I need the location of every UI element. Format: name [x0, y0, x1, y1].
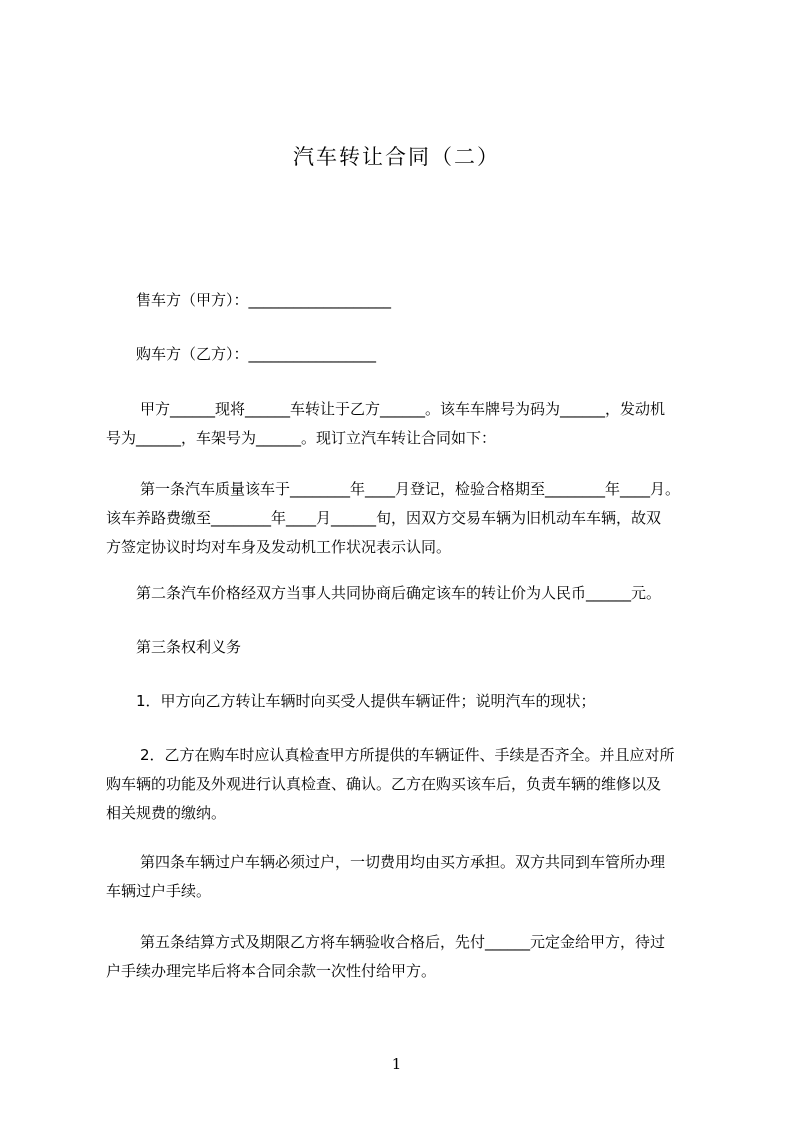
article-1-line-3: 方签定协议时均对车身及发动机工作状况表示认同。 [106, 538, 452, 556]
article-5-line-2: 户手续办理完毕后将本合同余款一次性付给甲方。 [106, 962, 437, 980]
page-number: 1 [391, 1055, 402, 1073]
article-3-item-1: 1．甲方向乙方转让车辆时向买受人提供车辆证件；说明汽车的现状； [136, 692, 596, 710]
seller-line: 售车方（甲方）：___________________ [136, 291, 392, 309]
article-3-item-2-line-1: 2．乙方在购车时应认真检查甲方所提供的车辆证件、手续是否齐全。并且应对所 [140, 746, 675, 764]
article-5 [106, 928, 696, 986]
buyer-line: 购车方（乙方）：_________________ [136, 345, 377, 363]
article-5-line-1: 第五条结算方式及期限乙方将车辆验收合格后，先付______元定金给甲方，待过 [140, 933, 666, 951]
article-1-line-1: 第一条汽车质量该车于________年____月登记，检验合格期至________年____月。 [140, 480, 681, 498]
document-title: 汽车转让合同（二） [293, 145, 500, 169]
intro-line-2: 号为______，车架号为______。现订立汽车转让合同如下： [106, 429, 497, 447]
article-1-line-2: 该车养路费缴至________年____月______旬，因双方交易车辆为旧机动车车辆，故双 [106, 509, 662, 527]
article-4 [106, 848, 696, 906]
article-3-item-2-line-2: 购车辆的功能及外观进行认真检查、确认。乙方在购买该车后，负责车辆的维修以及 [106, 775, 662, 793]
article-3-heading: 第三条权利义务 [136, 638, 242, 656]
intro-line-1: 甲方______现将______车转让于乙方______。该车车牌号为码为______，发动机 [140, 400, 666, 418]
article-4-line-2: 车辆过户手续。 [106, 882, 212, 900]
article-3-item-2 [106, 741, 696, 828]
article-2: 第二条汽车价格经双方当事人共同协商后确定该车的转让价为人民币______元。 [136, 584, 662, 602]
article-4-line-1: 第四条车辆过户车辆必须过户，一切费用均由买方承担。双方共同到车管所办理 [140, 853, 666, 871]
article-3-item-2-line-3: 相关规费的缴纳。 [106, 804, 227, 822]
intro-paragraph [106, 395, 696, 453]
article-1 [106, 475, 696, 562]
